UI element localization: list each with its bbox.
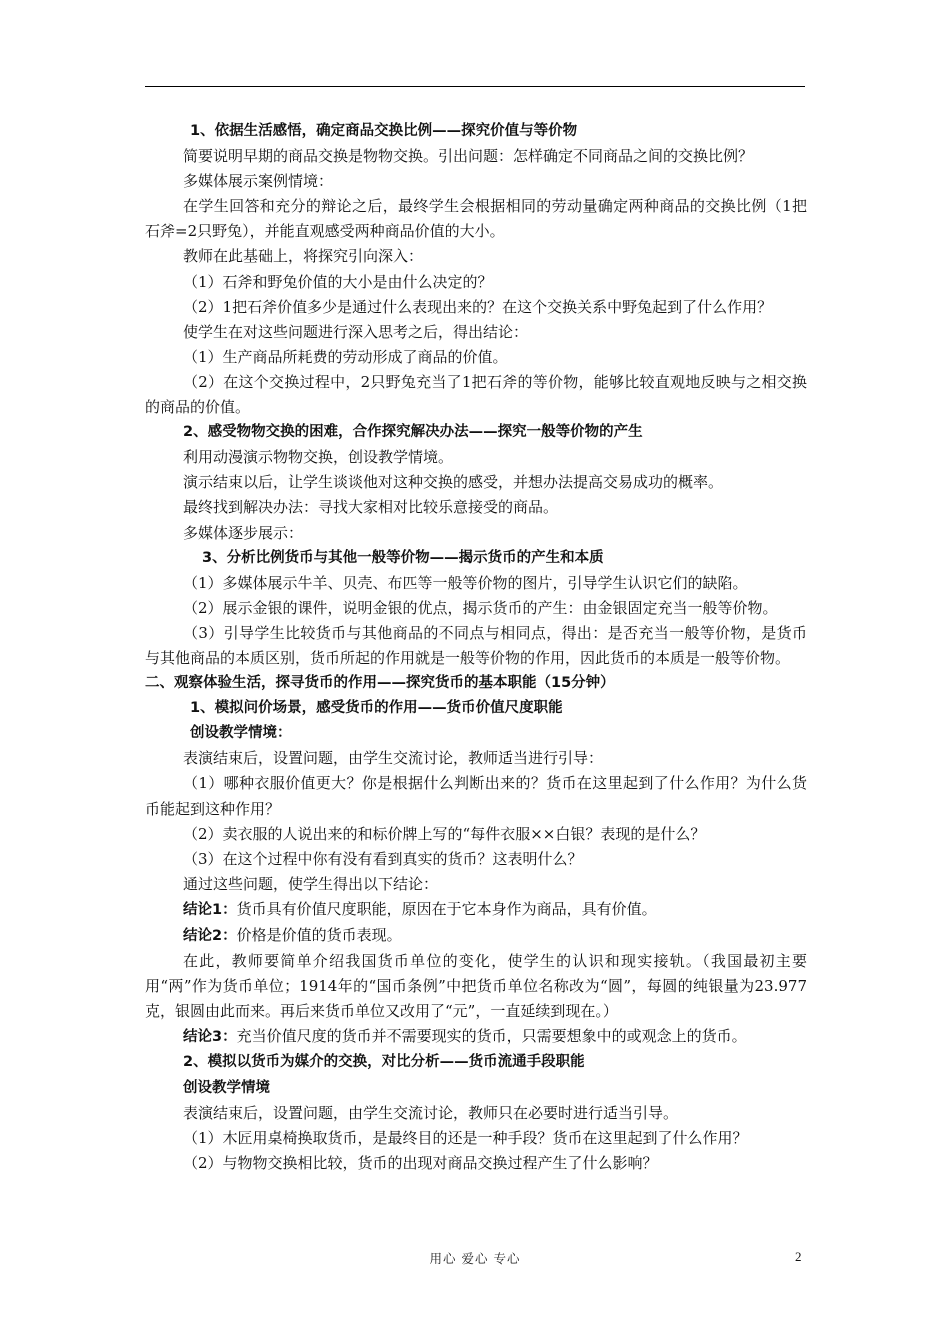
paragraph-text: 在此，教师要简单介绍我国货币单位的变化，使学生的认识和现实接轨。（我国最初主要用“两”作为货币单位；1914年的“国币条例”中把货币单位名称改为“圆”，每圆的纯银量为23.977克，银圆由此而来。再后来货币单位又改用了“元”，一直延续到现在。） xyxy=(145,952,807,1021)
paragraph xyxy=(145,1151,807,1176)
page-number: 2 xyxy=(795,1249,802,1264)
paragraph-text: 利用动漫演示物物交换，创设教学情境。 xyxy=(183,448,454,467)
paragraph-text: 2、感受物物交换的困难，合作探究解决办法——探究一般等价物的产生 xyxy=(183,424,643,441)
paragraph-text: 2、模拟以货币为媒介的交换，对比分析——货币流通手段职能 xyxy=(183,1054,585,1071)
paragraph xyxy=(145,495,807,520)
paragraph-text: （1）多媒体展示牛羊、贝壳、布匹等一般等价物的图片，引导学生认识它们的缺陷。 xyxy=(183,573,748,592)
paragraph-text: 价格是价值的货币表现。 xyxy=(236,926,402,944)
paragraph xyxy=(145,370,807,420)
paragraph xyxy=(145,822,807,847)
paragraph xyxy=(145,949,807,1024)
paragraph xyxy=(145,771,807,821)
paragraph xyxy=(145,746,807,771)
paragraph xyxy=(145,671,807,696)
paragraph xyxy=(145,847,807,872)
paragraph-text: 使学生在对这些问题进行深入思考之后，得出结论： xyxy=(183,322,529,341)
paragraph-text: 货币具有价值尺度职能，原因在于它本身作为商品，具有价值。 xyxy=(236,899,657,918)
paragraph xyxy=(145,872,807,897)
paragraph-text: 创设教学情境： xyxy=(190,725,292,742)
paragraph-text: 充当价值尺度的货币并不需要现实的货币，只需要想象中的或观念上的货币。 xyxy=(236,1027,747,1046)
paragraph xyxy=(145,119,807,144)
paragraph-text: 简要说明早期的商品交换是物物交换。引出问题：怎样确定不同商品之间的交换比例？ xyxy=(183,147,754,166)
paragraph-text: （3）引导学生比较货币与其他商品的不同点与相同点，得出：是否充当一般等价物，是货币与其他商品的本质区别，货币所起的作用就是一般等价物的作用，因此货币的本质是一般等价物。 xyxy=(145,623,807,667)
paragraph-text: （2）1把石斧价值多少是通过什么表现出来的？在这个交换关系中野兔起到了什么作用？ xyxy=(183,297,773,316)
paragraph xyxy=(145,194,807,244)
paragraph-text: 通过这些问题，使学生得出以下结论： xyxy=(183,874,439,893)
paragraph-text: 二、观察体验生活，探寻货币的作用——探究货币的基本职能（15分钟） xyxy=(145,675,615,692)
paragraph xyxy=(145,445,807,470)
paragraph-text: （2）展示金银的课件，说明金银的优点，揭示货币的产生：由金银固定充当一般等价物。 xyxy=(183,598,778,617)
conclusion-label: 结论2： xyxy=(183,928,237,944)
paragraph-text: （1）哪种衣服价值更大？你是根据什么判断出来的？货币在这里起到了什么作用？为什么货币能起到这种作用？ xyxy=(145,774,807,818)
paragraph xyxy=(145,244,807,269)
paragraph xyxy=(145,1126,807,1151)
paragraph xyxy=(145,320,807,345)
paragraph-text: 1、依据生活感悟，确定商品交换比例——探究价值与等价物 xyxy=(190,123,578,139)
paragraph-text: 在学生回答和充分的辩论之后，最终学生会根据相同的劳动量确定两种商品的交换比例（1把石斧=2只野兔），并能直观感受两种商品价值的大小。 xyxy=(145,197,807,241)
paragraph xyxy=(145,169,807,194)
document-body xyxy=(145,119,807,1176)
paragraph-text: 教师在此基础上，将探究引向深入： xyxy=(183,247,424,266)
paragraph xyxy=(145,1024,807,1050)
paragraph-text: 演示结束以后，让学生谈谈他对这种交换的感受，并想办法提高交易成功的概率。 xyxy=(183,473,724,492)
paragraph xyxy=(145,295,807,320)
paragraph xyxy=(145,721,807,746)
paragraph-text: 多媒体展示案例情境： xyxy=(183,172,334,191)
paragraph xyxy=(145,270,807,295)
paragraph-text: （2）在这个交换过程中，2只野兔充当了1把石斧的等价物，能够比较直观地反映与之相交换的商品的价值。 xyxy=(145,372,807,417)
paragraph-text: （3）在这个过程中你有没有看到真实的货币？这表明什么？ xyxy=(183,849,583,868)
conclusion-label: 结论1： xyxy=(183,901,237,918)
paragraph xyxy=(145,521,807,546)
paragraph xyxy=(145,144,807,169)
paragraph xyxy=(145,897,807,923)
conclusion-label: 结论3： xyxy=(183,1029,237,1046)
paragraph-text: 创设教学情境 xyxy=(183,1079,270,1096)
paragraph xyxy=(145,1050,807,1075)
paragraph xyxy=(145,1076,807,1101)
paragraph-text: （1）石斧和野兔价值的大小是由什么决定的？ xyxy=(183,272,493,291)
paragraph-text: 多媒体逐步展示： xyxy=(183,523,304,542)
paragraph xyxy=(145,1101,807,1126)
paragraph-text: 表演结束后，设置问题，由学生交流讨论，教师适当进行引导： xyxy=(183,749,604,768)
paragraph-text: （2）与物物交换相比较，货币的出现对商品交换过程产生了什么影响？ xyxy=(183,1153,658,1172)
paragraph xyxy=(145,621,807,671)
paragraph xyxy=(145,420,807,445)
paragraph-text: （2）卖衣服的人说出来的和标价牌上写的“每件衣服××白银？表现的是什么？ xyxy=(183,824,706,843)
paragraph xyxy=(145,596,807,621)
paragraph-text: 最终找到解决办法：寻找大家相对比较乐意接受的商品。 xyxy=(183,498,559,517)
paragraph xyxy=(145,923,807,949)
paragraph-text: （1）生产商品所耗费的劳动形成了商品的价值。 xyxy=(183,347,508,366)
paragraph-text: 1、模拟问价场景，感受货币的作用——货币价值尺度职能 xyxy=(190,700,563,717)
paragraph xyxy=(145,470,807,495)
paragraph-text: 3、分析比例货币与其他一般等价物——揭示货币的产生和本质 xyxy=(202,549,604,566)
paragraph xyxy=(145,345,807,370)
paragraph xyxy=(145,696,807,721)
paragraph-text: （1）木匠用桌椅换取货币，是最终目的还是一种手段？货币在这里起到了什么作用？ xyxy=(183,1128,748,1147)
paragraph-text: 表演结束后，设置问题，由学生交流讨论，教师只在必要时进行适当引导。 xyxy=(183,1103,679,1122)
header-rule xyxy=(145,86,805,87)
paragraph xyxy=(145,571,807,596)
paragraph xyxy=(145,546,807,571)
footer-text: 用心 爱心 专心 xyxy=(429,1251,521,1266)
